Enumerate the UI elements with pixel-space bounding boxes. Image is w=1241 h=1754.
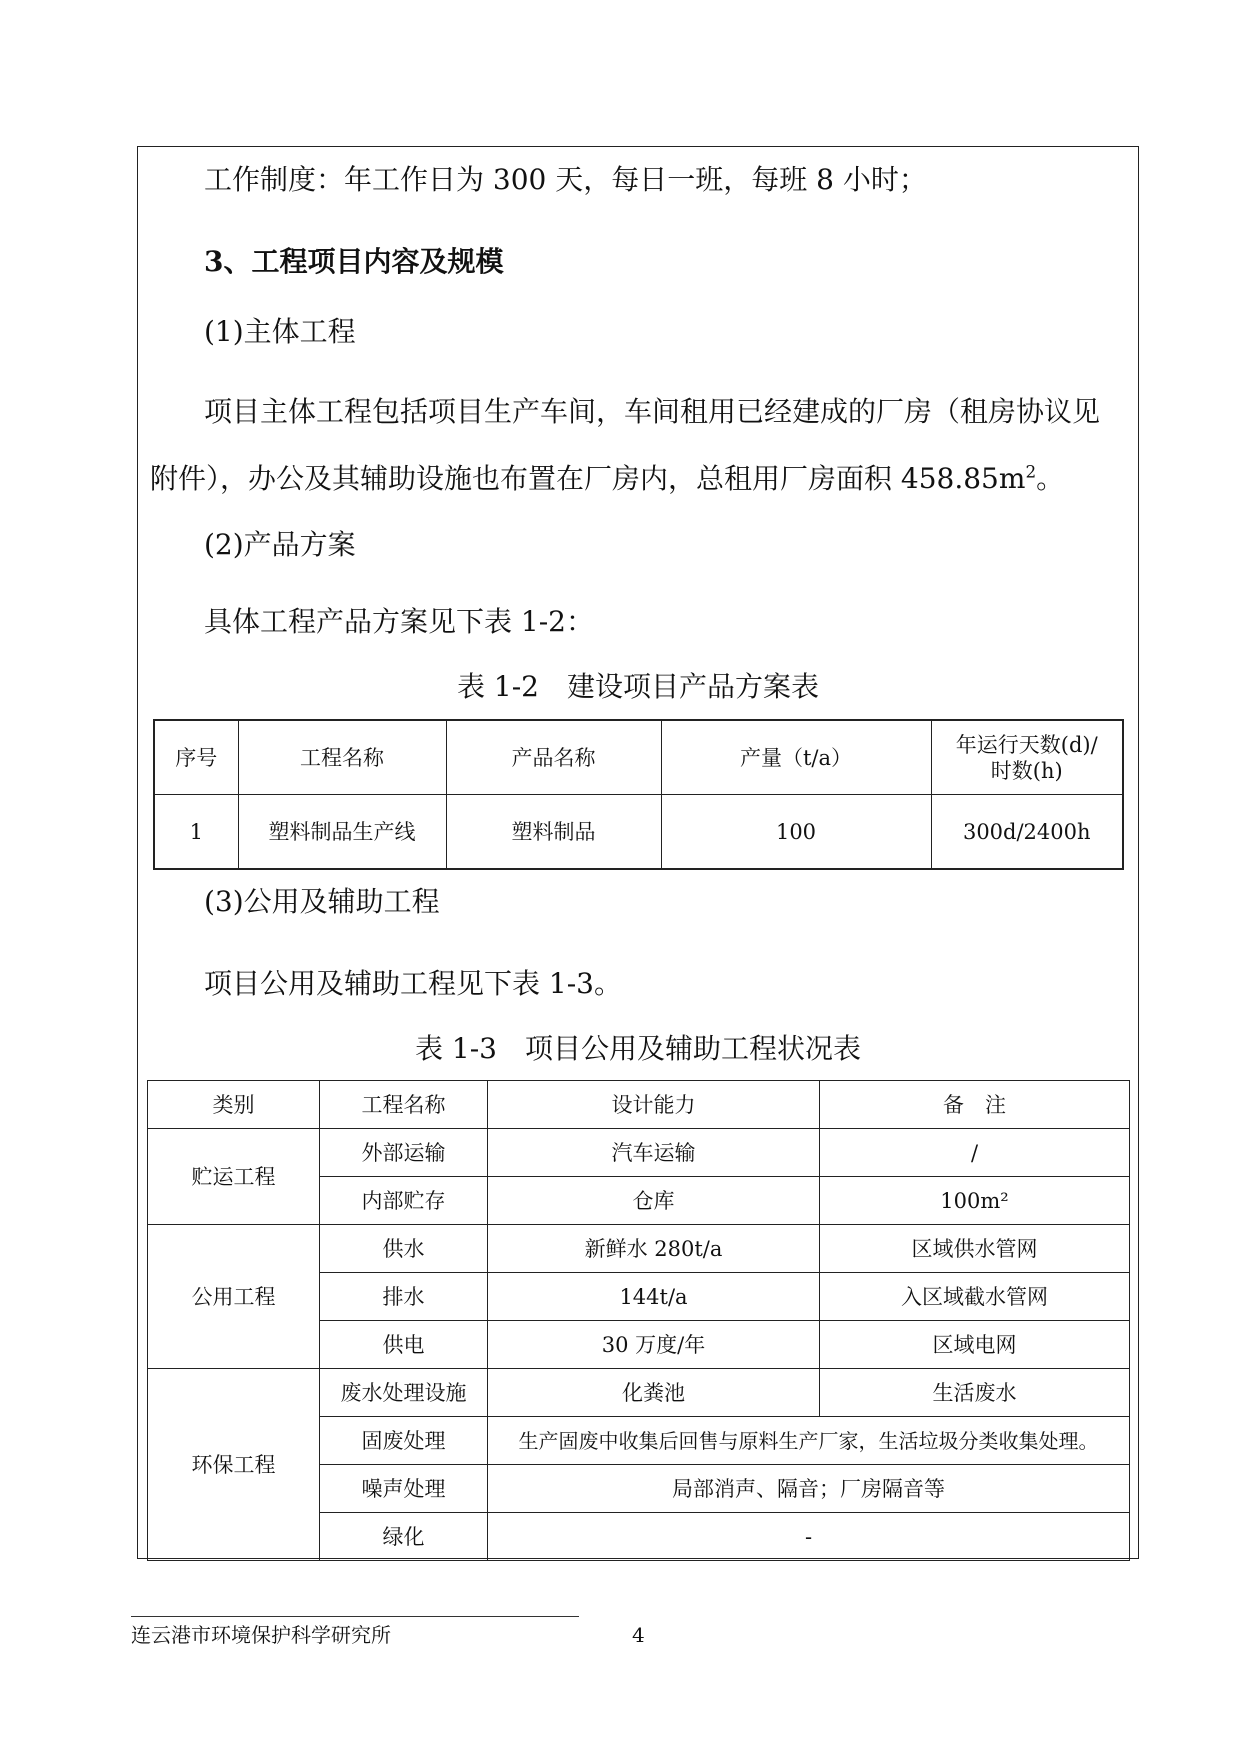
table-row [148, 1369, 1130, 1417]
footer-organization: 连云港市环境保护科学研究所 [131, 1623, 391, 1647]
table-1-2-caption: 表 1-2 建设项目产品方案表 [457, 670, 819, 703]
header-cell [931, 720, 1123, 795]
table-cell: 区域电网 [820, 1321, 1130, 1369]
table-1-3-caption: 表 1-3 项目公用及辅助工程状况表 [415, 1032, 861, 1065]
section-heading: 3、工程项目内容及规模 [204, 245, 504, 278]
table-cell: 塑料制品生产线 [238, 795, 446, 870]
table-row [148, 1225, 1130, 1273]
table-cell: 排水 [320, 1273, 488, 1321]
area-unit-superscript: 2 [1025, 461, 1037, 482]
main-works-paragraph-text: 附件），办公及其辅助设施也布置在厂房内，总租用厂房面积 458.85m [150, 462, 1026, 495]
table-cell: 入区域截水管网 [820, 1273, 1130, 1321]
header-cell: 工程名称 [320, 1081, 488, 1129]
page-number: 4 [632, 1623, 645, 1647]
table-cell: 300d/2400h [931, 795, 1123, 870]
table-cell: 1 [154, 795, 238, 870]
table-cell: 供水 [320, 1225, 488, 1273]
table-cell: 仓库 [488, 1177, 820, 1225]
table-cell: 固废处理 [320, 1417, 488, 1465]
category-cell: 贮运工程 [148, 1129, 320, 1225]
header-line: 时数(h) [990, 758, 1063, 783]
table-cell: 化粪池 [488, 1369, 820, 1417]
main-works-paragraph-line1: 项目主体工程包括项目生产车间，车间租用已经建成的厂房（租房协议见 [204, 395, 1101, 428]
header-cell: 序号 [154, 720, 238, 795]
table-row [148, 1129, 1130, 1177]
product-plan-paragraph: 具体工程产品方案见下表 1-2： [204, 605, 594, 638]
table-cell-merged: 生产固废中收集后回售与原料生产厂家，生活垃圾分类收集处理。 [488, 1417, 1130, 1465]
table-row [154, 795, 1123, 870]
header-cell: 设计能力 [488, 1081, 820, 1129]
subsection-title-utilities: (3)公用及辅助工程 [204, 885, 440, 918]
header-cell: 备 注 [820, 1081, 1130, 1129]
table-cell-merged: 局部消声、隔音；厂房隔音等 [488, 1465, 1130, 1513]
utilities-table [147, 1080, 1130, 1561]
main-works-paragraph-end: 。 [1036, 462, 1065, 495]
subsection-title-product-plan: (2)产品方案 [204, 528, 356, 561]
table-cell: 30 万度/年 [488, 1321, 820, 1369]
subsection-title-main-works: (1)主体工程 [204, 315, 356, 348]
category-cell: 公用工程 [148, 1225, 320, 1369]
utilities-paragraph: 项目公用及辅助工程见下表 1-3。 [204, 967, 622, 1000]
table-header-row [148, 1081, 1130, 1129]
header-cell: 类别 [148, 1081, 320, 1129]
table-cell: 144t/a [488, 1273, 820, 1321]
header-cell: 产品名称 [446, 720, 661, 795]
footer-rule [131, 1616, 579, 1617]
table-cell: 汽车运输 [488, 1129, 820, 1177]
header-cell: 产量（t/a） [661, 720, 931, 795]
table-cell: 100m² [820, 1177, 1130, 1225]
table-cell: 100 [661, 795, 931, 870]
main-works-paragraph-line2 [150, 461, 1064, 497]
table-cell-merged: - [488, 1513, 1130, 1561]
table-cell: 废水处理设施 [320, 1369, 488, 1417]
table-cell: 噪声处理 [320, 1465, 488, 1513]
table-header-row [154, 720, 1123, 795]
work-schedule-text: 工作制度：年工作日为 300 天，每日一班，每班 8 小时； [204, 163, 927, 196]
table-cell: 内部贮存 [320, 1177, 488, 1225]
header-line: 年运行天数(d)/ [955, 732, 1098, 757]
table-cell: 区域供水管网 [820, 1225, 1130, 1273]
table-cell: 绿化 [320, 1513, 488, 1561]
product-plan-table [153, 719, 1124, 870]
table-cell: 塑料制品 [446, 795, 661, 870]
table-cell: 新鲜水 280t/a [488, 1225, 820, 1273]
header-cell: 工程名称 [238, 720, 446, 795]
table-cell: 供电 [320, 1321, 488, 1369]
table-cell: / [820, 1129, 1130, 1177]
category-cell: 环保工程 [148, 1369, 320, 1561]
table-cell: 外部运输 [320, 1129, 488, 1177]
table-cell: 生活废水 [820, 1369, 1130, 1417]
